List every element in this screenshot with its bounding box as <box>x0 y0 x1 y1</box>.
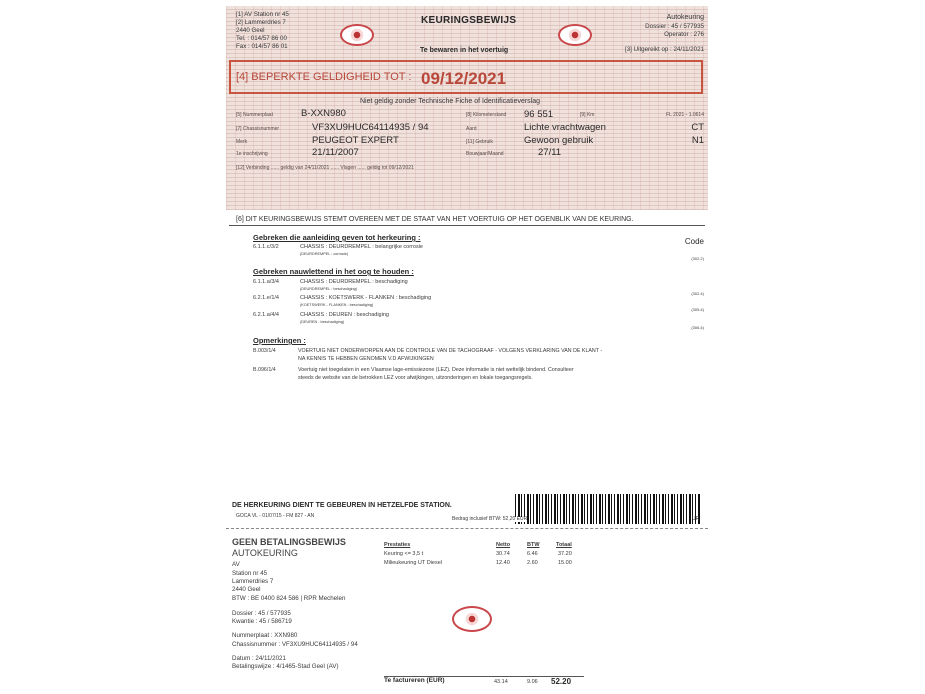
row-netto: 30.74 <box>496 551 510 557</box>
invoice-title: GEEN BETALINGSBEWIJS <box>232 537 346 547</box>
total-amount: 52.20 <box>551 677 572 686</box>
total-btw: 9.06 <box>527 679 538 685</box>
defect-text: CHASSIS : DEURDREMPEL : belangrijke corrosie <box>300 244 423 250</box>
statement: [6] DIT KEURINGSBEWIJS STEMT OVEREEN MET DE STAAT VAN HET VOERTUIG OP HET OGENBLIK VAN DE KEURING. <box>236 216 634 223</box>
defects-watch-title: Gebreken nauwlettend in het oog te houden : <box>253 267 414 276</box>
defect-subtext: (KOETSWERK - FLANKEN : beschadiging) <box>300 303 374 307</box>
defect-text: CHASSIS : DEUREN : beschadiging <box>300 312 389 318</box>
invoice-line: AV <box>232 561 240 568</box>
row-total: 15.00 <box>558 560 572 566</box>
defect-ref: (306.4) <box>691 325 704 330</box>
remarks-title: Opmerkingen : <box>253 336 306 345</box>
defect-ref: (302.2) <box>691 256 704 261</box>
defect-text: CHASSIS : KOETSWERK - FLANKEN : beschadiging <box>300 295 432 301</box>
mileage-value: 96 551 <box>524 109 554 120</box>
goca-eye-logo-invoice <box>452 606 492 632</box>
defect-ref: (302.4) <box>691 291 704 296</box>
first-reg-label: 1e inschrijving <box>236 151 268 157</box>
usage-value: Gewoon gebruik <box>524 135 594 146</box>
remark-line1: Voertuig niet toegelaten in een Vlaamse lage-emissiezone (LEZ). Deze informatie is niet wettelijk bindend. Consulteer <box>298 367 574 373</box>
security-print-area <box>226 6 708 210</box>
perforation-line <box>226 528 708 529</box>
row-total: 37.20 <box>558 551 572 557</box>
invoice-kwantie: Kwantie : 45 / 586719 <box>232 618 292 625</box>
total-label: Te factureren (EUR) <box>384 677 445 684</box>
col-netto: Netto <box>496 542 511 548</box>
remark-line1: VOERTUIG NIET ONDERWORPEN AAN DE CONTROLE VAN DE TACHOGRAAF - VOLGENS VERKLARING VAN DE KLANT - <box>298 348 603 354</box>
remark-code: B.096/1/4 <box>253 367 276 373</box>
validity-note: Niet geldig zonder Technische Fiche of Identificatieverslag <box>360 98 541 105</box>
plate-value: B-XXN980 <box>301 108 346 119</box>
usage-label: [11] Gebruik <box>466 139 493 145</box>
invoice-line: 2440 Geel <box>232 586 261 593</box>
defect-text: CHASSIS : DEURDREMPEL : beschadiging <box>300 279 408 285</box>
defect-code: 6.1.1.a/3/4 <box>253 279 279 285</box>
build-label: Bouwjaar/Maand <box>466 151 504 157</box>
usage-code: N1 <box>691 135 704 146</box>
validity-date: 09/12/2021 <box>421 69 507 88</box>
kind-code: CT <box>691 122 704 133</box>
invoice-type: AUTOKEURING <box>232 548 298 558</box>
issue-date: [3] Uitgereikt op : 24/11/2021 <box>625 46 704 53</box>
defect-ref: (305.4) <box>691 307 704 312</box>
dossier-number: Dossier : 45 / 577935 <box>645 23 704 30</box>
code-header: Code <box>684 237 704 246</box>
defect-code: 6.2.1.a/4/4 <box>253 312 279 318</box>
amount-incl-vat: Bedrag inclusief BTW: 52,20 EUR <box>452 516 528 522</box>
defects-recheck-title: Gebreken die aanleiding geven tot herkeuring : <box>253 233 421 242</box>
invoice-chassis: Chassisnummer : VF3XU9HUC64114935 / 94 <box>232 641 358 648</box>
make-value: PEUGEOT EXPERT <box>312 135 399 146</box>
chassis-value: VF3XU9HUC64114935 / 94 <box>312 122 429 133</box>
station-line3: 2440 Geel <box>236 27 265 34</box>
row-netto: 12.40 <box>496 560 510 566</box>
barcode <box>515 494 701 524</box>
station-line1: [1] AV Station nr 45 <box>236 11 289 18</box>
document-title: KEURINGSBEWIJS <box>421 15 517 26</box>
defect-code: 6.2.1.e/1/4 <box>253 295 279 301</box>
statement-divider <box>229 225 705 226</box>
mileage-ref: FL 2021 - 1.0614 <box>666 112 704 118</box>
total-netto: 43.14 <box>494 679 508 685</box>
defect-subtext: (DEURDREMPEL : beschadiging) <box>300 287 358 291</box>
form-reference: GOCA VL - 01/07/15 - FM 827 - AN <box>236 513 315 519</box>
make-label: Merk <box>236 139 248 145</box>
row-name: Keuring <= 3,5 t <box>384 551 424 557</box>
row-btw: 2.60 <box>527 560 538 566</box>
invoice-plate: Nummerplaat : XXN980 <box>232 632 298 639</box>
station-tel: Tel. : 014/57 86 00 <box>236 35 287 42</box>
document-subtitle: Te bewaren in het voertuig <box>420 47 509 54</box>
footer-ur: UR <box>692 516 700 522</box>
defect-subtext: (DEUREN : beschadiging) <box>300 320 345 324</box>
plate-label: [5] Nummerplaat <box>236 112 273 118</box>
station-fax: Fax : 014/57 86 01 <box>236 43 288 50</box>
remark-line2: NA KENNIS TE HEBBEN GENOMEN V.D AFWIJKINGEN <box>298 356 434 362</box>
mileage-label: [8] Kilometerstand <box>466 112 507 118</box>
validity-label: [4] BEPERKTE GELDIGHEID TOT : <box>236 71 412 83</box>
station-line2: [2] Lammerdries 7 <box>236 19 286 26</box>
row-btw: 6.46 <box>527 551 538 557</box>
col-btw: BTW <box>527 542 540 548</box>
vehicle-footer: [12] Verbinding ...... geldig van 24/11/2021 ...... Vlagen ...... geldig tot 09/12/2021 <box>236 165 414 171</box>
first-reg-value: 21/11/2007 <box>312 147 359 158</box>
col-totaal: Totaal <box>556 542 572 548</box>
row-name: Milieukeuring UT Diesel <box>384 560 442 566</box>
build-value: 27/11 <box>538 147 562 158</box>
inspection-type: Autokeuring <box>666 14 704 21</box>
invoice-line: BTW : BE 0400 824 586 | RPR Mechelen <box>232 595 346 602</box>
invoice-dossier: Dossier : 45 / 577935 <box>232 610 291 617</box>
kind-label: Aard <box>466 126 477 132</box>
kind-value: Lichte vrachtwagen <box>524 122 606 133</box>
defect-subtext: (DEURDREMPEL : corrosie) <box>300 252 349 256</box>
operator-number: Operator : 276 <box>664 31 704 38</box>
goca-eye-logo-left <box>340 24 374 46</box>
mileage-unit: [9] Km <box>580 112 595 118</box>
col-prestaties: Prestaties <box>384 542 411 548</box>
remark-code: B.003/1/4 <box>253 348 276 354</box>
defect-code: 6.1.1.c/3/2 <box>253 244 279 250</box>
recheck-notice: DE HERKEURING DIENT TE GEBEUREN IN HETZELFDE STATION. <box>232 502 452 509</box>
chassis-label: [7] Chassisnummer <box>236 126 280 132</box>
goca-eye-logo-right <box>558 24 592 46</box>
invoice-line: Station nr 45 <box>232 570 268 577</box>
remark-line2: steeds de website van de betrokken LEZ voor afwijkingen, uitzonderingen en lokale toegangsregels. <box>298 375 533 381</box>
invoice-line: Lammerdries 7 <box>232 578 274 585</box>
invoice-payment: Betalingswijze : 4/1465-Stad Geel (AV) <box>232 663 339 670</box>
invoice-date: Datum : 24/11/2021 <box>232 655 286 662</box>
